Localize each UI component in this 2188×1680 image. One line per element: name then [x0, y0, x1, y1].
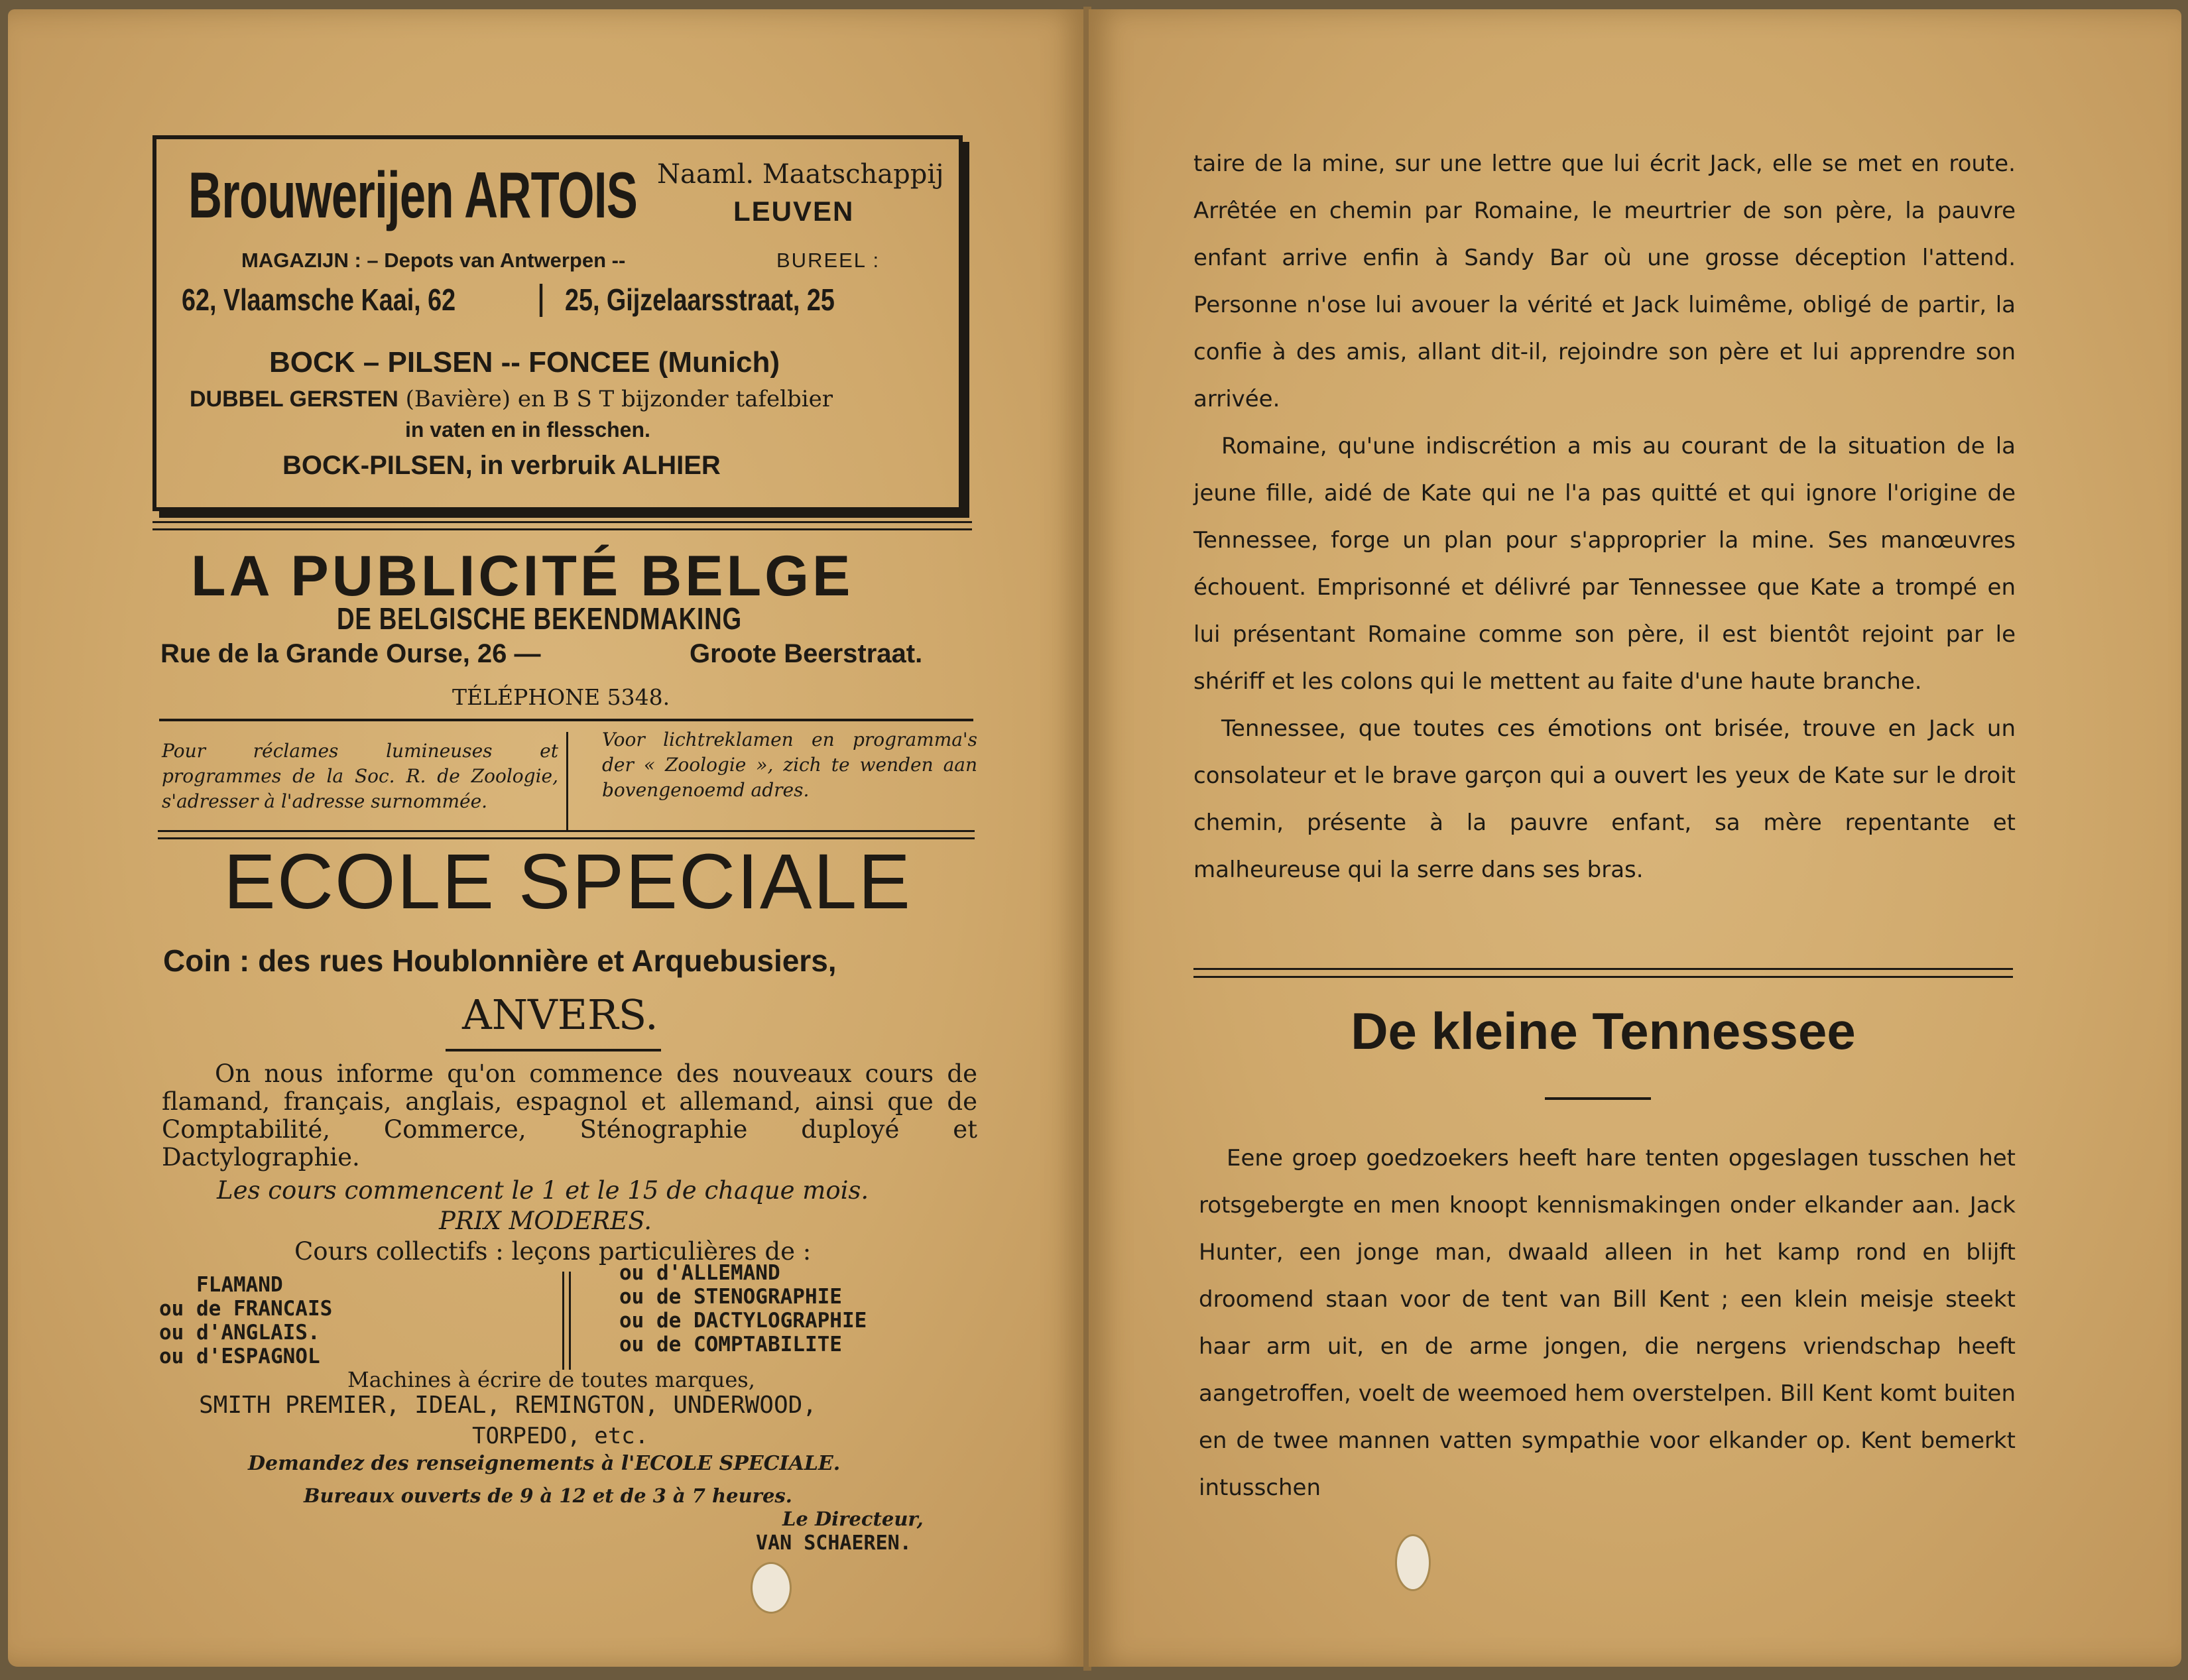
- title-underline: [1545, 1097, 1651, 1100]
- artois-beer-line: BOCK – PILSEN -- FONCEE (Munich): [269, 346, 780, 379]
- french-synopsis: [1193, 141, 2016, 894]
- punch-hole: [751, 1562, 792, 1614]
- ecole-torpedo: TORPEDO, etc.: [472, 1423, 649, 1449]
- publicite-note-fr: Pour réclames lumineuses et programmes de la Soc. R. de Zoologie, s'adresser à l'adresse surnommée.: [162, 740, 558, 812]
- ecole-signature: VAN SCHAEREN.: [756, 1531, 912, 1555]
- ecole-city: ANVERS.: [462, 990, 658, 1039]
- publicite-address-fr: Rue de la Grande Ourse, 26 —: [160, 639, 541, 668]
- column-divider: [562, 1272, 564, 1370]
- ecole-directeur: Le Directeur,: [782, 1508, 924, 1530]
- left-page: [8, 9, 1085, 1667]
- artois-magazijn-address: 62, Vlaamsche Kaai, 62: [182, 282, 456, 317]
- french-paragraph-3: Tennessee, que toutes ces émotions ont brisée, trouve en Jack un consolateur et le brave garçon qui a ouvert les yeux de Kate sur le droit chemin, présente à la pauvre enfant, sa mère repentante et malheureuse qui la serre dans ses bras.: [1193, 715, 2016, 883]
- publicite-subtitle: DE BELGISCHE BEKENDMAKING: [337, 601, 742, 636]
- dutch-title: De kleine Tennessee: [1351, 1002, 1856, 1060]
- column-divider: [566, 732, 568, 830]
- publicite-telephone: TÉLÉPHONE 5348.: [452, 684, 670, 710]
- ecole-prix: PRIX MODERES.: [439, 1207, 652, 1235]
- ecole-cours-line: Les cours commencent le 1 et le 15 de chaque mois.: [217, 1176, 869, 1205]
- ecole-corner: Coin : des rues Houblonnière et Arquebusiers,: [163, 943, 837, 978]
- ecole-demandez: Demandez des renseignements à l'ECOLE SPECIALE.: [248, 1452, 841, 1475]
- publicite-title: LA PUBLICITÉ BELGE: [191, 544, 854, 608]
- artois-magazijn-line: MAGAZIJN : – Depots van Antwerpen --: [241, 249, 626, 272]
- ecole-typewriter-brands: SMITH PREMIER, IDEAL, REMINGTON, UNDERWOOD,: [199, 1392, 817, 1419]
- dutch-synopsis: Eene groep goedzoekers heeft hare tenten opgeslagen tusschen het rotsgebergte en men knoopt kennismakingen onder elkander aan. Jack Hunter, een jonge man, dwaald alleen in het kamp rond en blijft droomend staan voor de tent van Bill Kent ; een klein meisje steekt haar arm uit, en de arme jongen, die nergens vriendschap heeft aangetroffen, voelt de weemoed hem overstelpen. Bill Kent komt buiten en de twee mannen vatten sympathie voor elkander op. Kent bemerkt intusschen: [1199, 1145, 2016, 1501]
- section-divider: [1193, 968, 2013, 978]
- artois-verbruik-line: BOCK-PILSEN, in verbruik ALHIER: [282, 451, 721, 480]
- column-divider: [569, 1272, 571, 1370]
- publicite-note-nl: Voor lichtreklamen en programma's der « Zoologie », zich te wenden aan bovengenoemd adres.: [602, 729, 977, 801]
- ecole-title: ECOLE SPECIALE: [223, 838, 912, 926]
- artois-vaten-line: in vaten en in flesschen.: [405, 418, 650, 442]
- french-paragraph-2: Romaine, qu'une indiscrétion a mis au courant de la situation de la jeune fille, aidé de Kate qui ne l'a pas quitté et qui ignore l'origine de Tennessee, forge un plan pour s'approprier la mine. Ses manœuvres échouent. Emprisonné et délivré par Tennessee que Kate a trompé en lui présentant Romaine comme son père, il est bientôt rejoint par le shériff et les colons qui le mettent au faite d'une haute branche.: [1193, 433, 2016, 695]
- ecole-collectifs: Cours collectifs : leçons particulières de :: [294, 1237, 812, 1266]
- ecole-bureaux: Bureaux ouverts de 9 à 12 et de 3 à 7 heures.: [304, 1484, 792, 1507]
- ecole-machines: Machines à écrire de toutes marques,: [347, 1367, 755, 1392]
- artois-bureel-address: 25, Gijzelaarsstraat, 25: [565, 282, 835, 317]
- punch-hole: [1395, 1534, 1431, 1591]
- ecole-paragraph: On nous informe qu'on commence des nouveaux cours de flamand, français, anglais, espagnol et allemand, ainsi que de Comptabilité, Commerce, Sténographie duployé et Dactylographie.: [162, 1059, 977, 1171]
- section-divider: [159, 719, 973, 721]
- artois-dubbel-bold: DUBBEL GERSTEN: [190, 387, 398, 412]
- city-underline: [446, 1049, 661, 1051]
- artois-advertisement: [152, 135, 963, 511]
- artois-dubbel-rest: (Bavière) en B S T bijzonder tafelbier: [398, 386, 833, 412]
- french-paragraph-1: taire de la mine, sur une lettre que lui écrit Jack, elle se met en route. Arrêtée en chemin par Romaine, le meurtrier de son père, la pauvre enfant arrive enfin à Sandy Bar où une grosse déception l'attend. Personne n'ose lui avouer la vérité et Jack luimême, obligé de partir, la confie à des amis, allant dit-il, rejoindre son père et lui apprendre son arrivée.: [1193, 150, 2016, 412]
- artois-bureel-label: BUREEL :: [776, 249, 881, 272]
- artois-city: LEUVEN: [733, 196, 855, 227]
- artois-dubbel-line: [190, 386, 833, 412]
- ecole-languages-right: ou d'ALLEMAND ou de STENOGRAPHIE ou de DACTYLOGRAPHIE ou de COMPTABILITE: [619, 1261, 867, 1356]
- publicite-address-nl: Groote Beerstraat.: [690, 639, 923, 668]
- artois-brand: Brouwerijen ARTOIS: [188, 158, 638, 231]
- ecole-languages-left: FLAMAND ou de FRANCAIS ou d'ANGLAIS. ou d'ESPAGNOL: [159, 1273, 333, 1368]
- section-divider: [152, 521, 972, 530]
- artois-company-type: Naaml. Maatschappij: [657, 159, 944, 190]
- artois-address-separator: |: [536, 278, 546, 318]
